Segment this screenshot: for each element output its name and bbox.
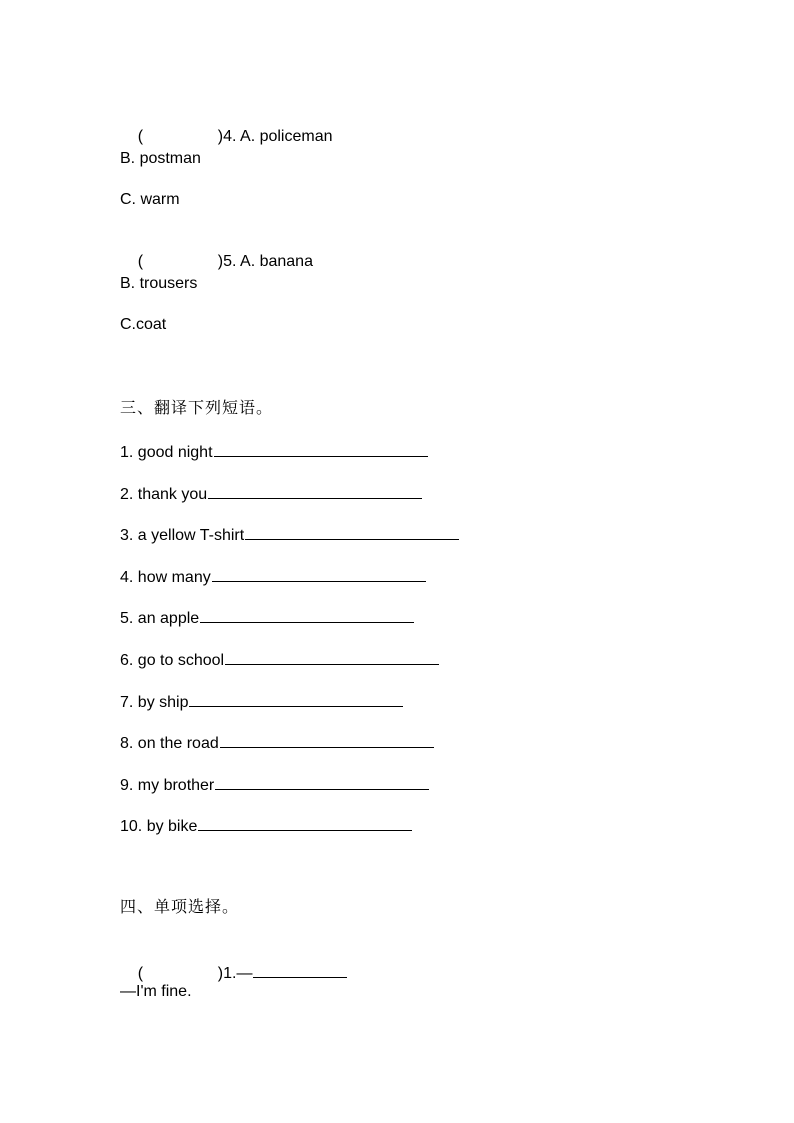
mc-question-1-reply: —I'm fine. <box>120 983 192 1000</box>
answer-blank[interactable] <box>253 961 347 978</box>
phrase-text: 7. by ship <box>120 694 189 711</box>
translate-item-2 <box>120 482 422 505</box>
answer-paren-open: ( <box>137 965 144 982</box>
answer-blank[interactable] <box>245 523 459 540</box>
answer-blank[interactable] <box>200 606 414 623</box>
answer-blank[interactable] <box>212 565 426 582</box>
translate-item-10 <box>120 814 412 837</box>
section-3-title: 三、翻译下列短语。 <box>120 398 274 417</box>
phrase-text: 1. good night <box>120 444 213 461</box>
phrase-text: 10. by bike <box>120 818 198 835</box>
translate-item-5 <box>120 606 414 629</box>
question-5-text: )5. A. banana <box>217 253 313 270</box>
translate-item-9 <box>120 773 429 796</box>
translate-item-1 <box>120 440 428 463</box>
question-5-option-c: C.coat <box>120 316 167 333</box>
phrase-text: 2. thank you <box>120 486 208 503</box>
answer-blank[interactable] <box>220 731 434 748</box>
answer-blank[interactable] <box>215 773 429 790</box>
phrase-text: 3. a yellow T-shirt <box>120 527 245 544</box>
question-4-option-c: C. warm <box>120 191 180 208</box>
phrase-text: 5. an apple <box>120 610 200 627</box>
question-5-option-b: B. trousers <box>120 275 198 292</box>
answer-paren-open: ( <box>137 253 144 270</box>
answer-blank[interactable] <box>225 648 439 665</box>
translate-item-7 <box>120 690 403 713</box>
translate-item-4 <box>120 565 426 588</box>
answer-blank[interactable] <box>208 482 422 499</box>
translate-item-6 <box>120 648 439 671</box>
phrase-text: 6. go to school <box>120 652 225 669</box>
question-4-text: )4. A. policeman <box>217 128 333 145</box>
section-4-title: 四、单项选择。 <box>120 897 240 916</box>
translate-item-8 <box>120 731 434 754</box>
answer-paren-open: ( <box>137 128 144 145</box>
answer-blank[interactable] <box>198 814 412 831</box>
phrase-text: 4. how many <box>120 569 211 586</box>
answer-blank[interactable] <box>189 690 403 707</box>
mc-question-1-text: )1.— <box>217 965 253 982</box>
phrase-text: 9. my brother <box>120 777 215 794</box>
phrase-text: 8. on the road <box>120 735 219 752</box>
question-4-option-b: B. postman <box>120 150 201 167</box>
translate-item-3 <box>120 523 459 546</box>
answer-blank[interactable] <box>214 440 428 457</box>
